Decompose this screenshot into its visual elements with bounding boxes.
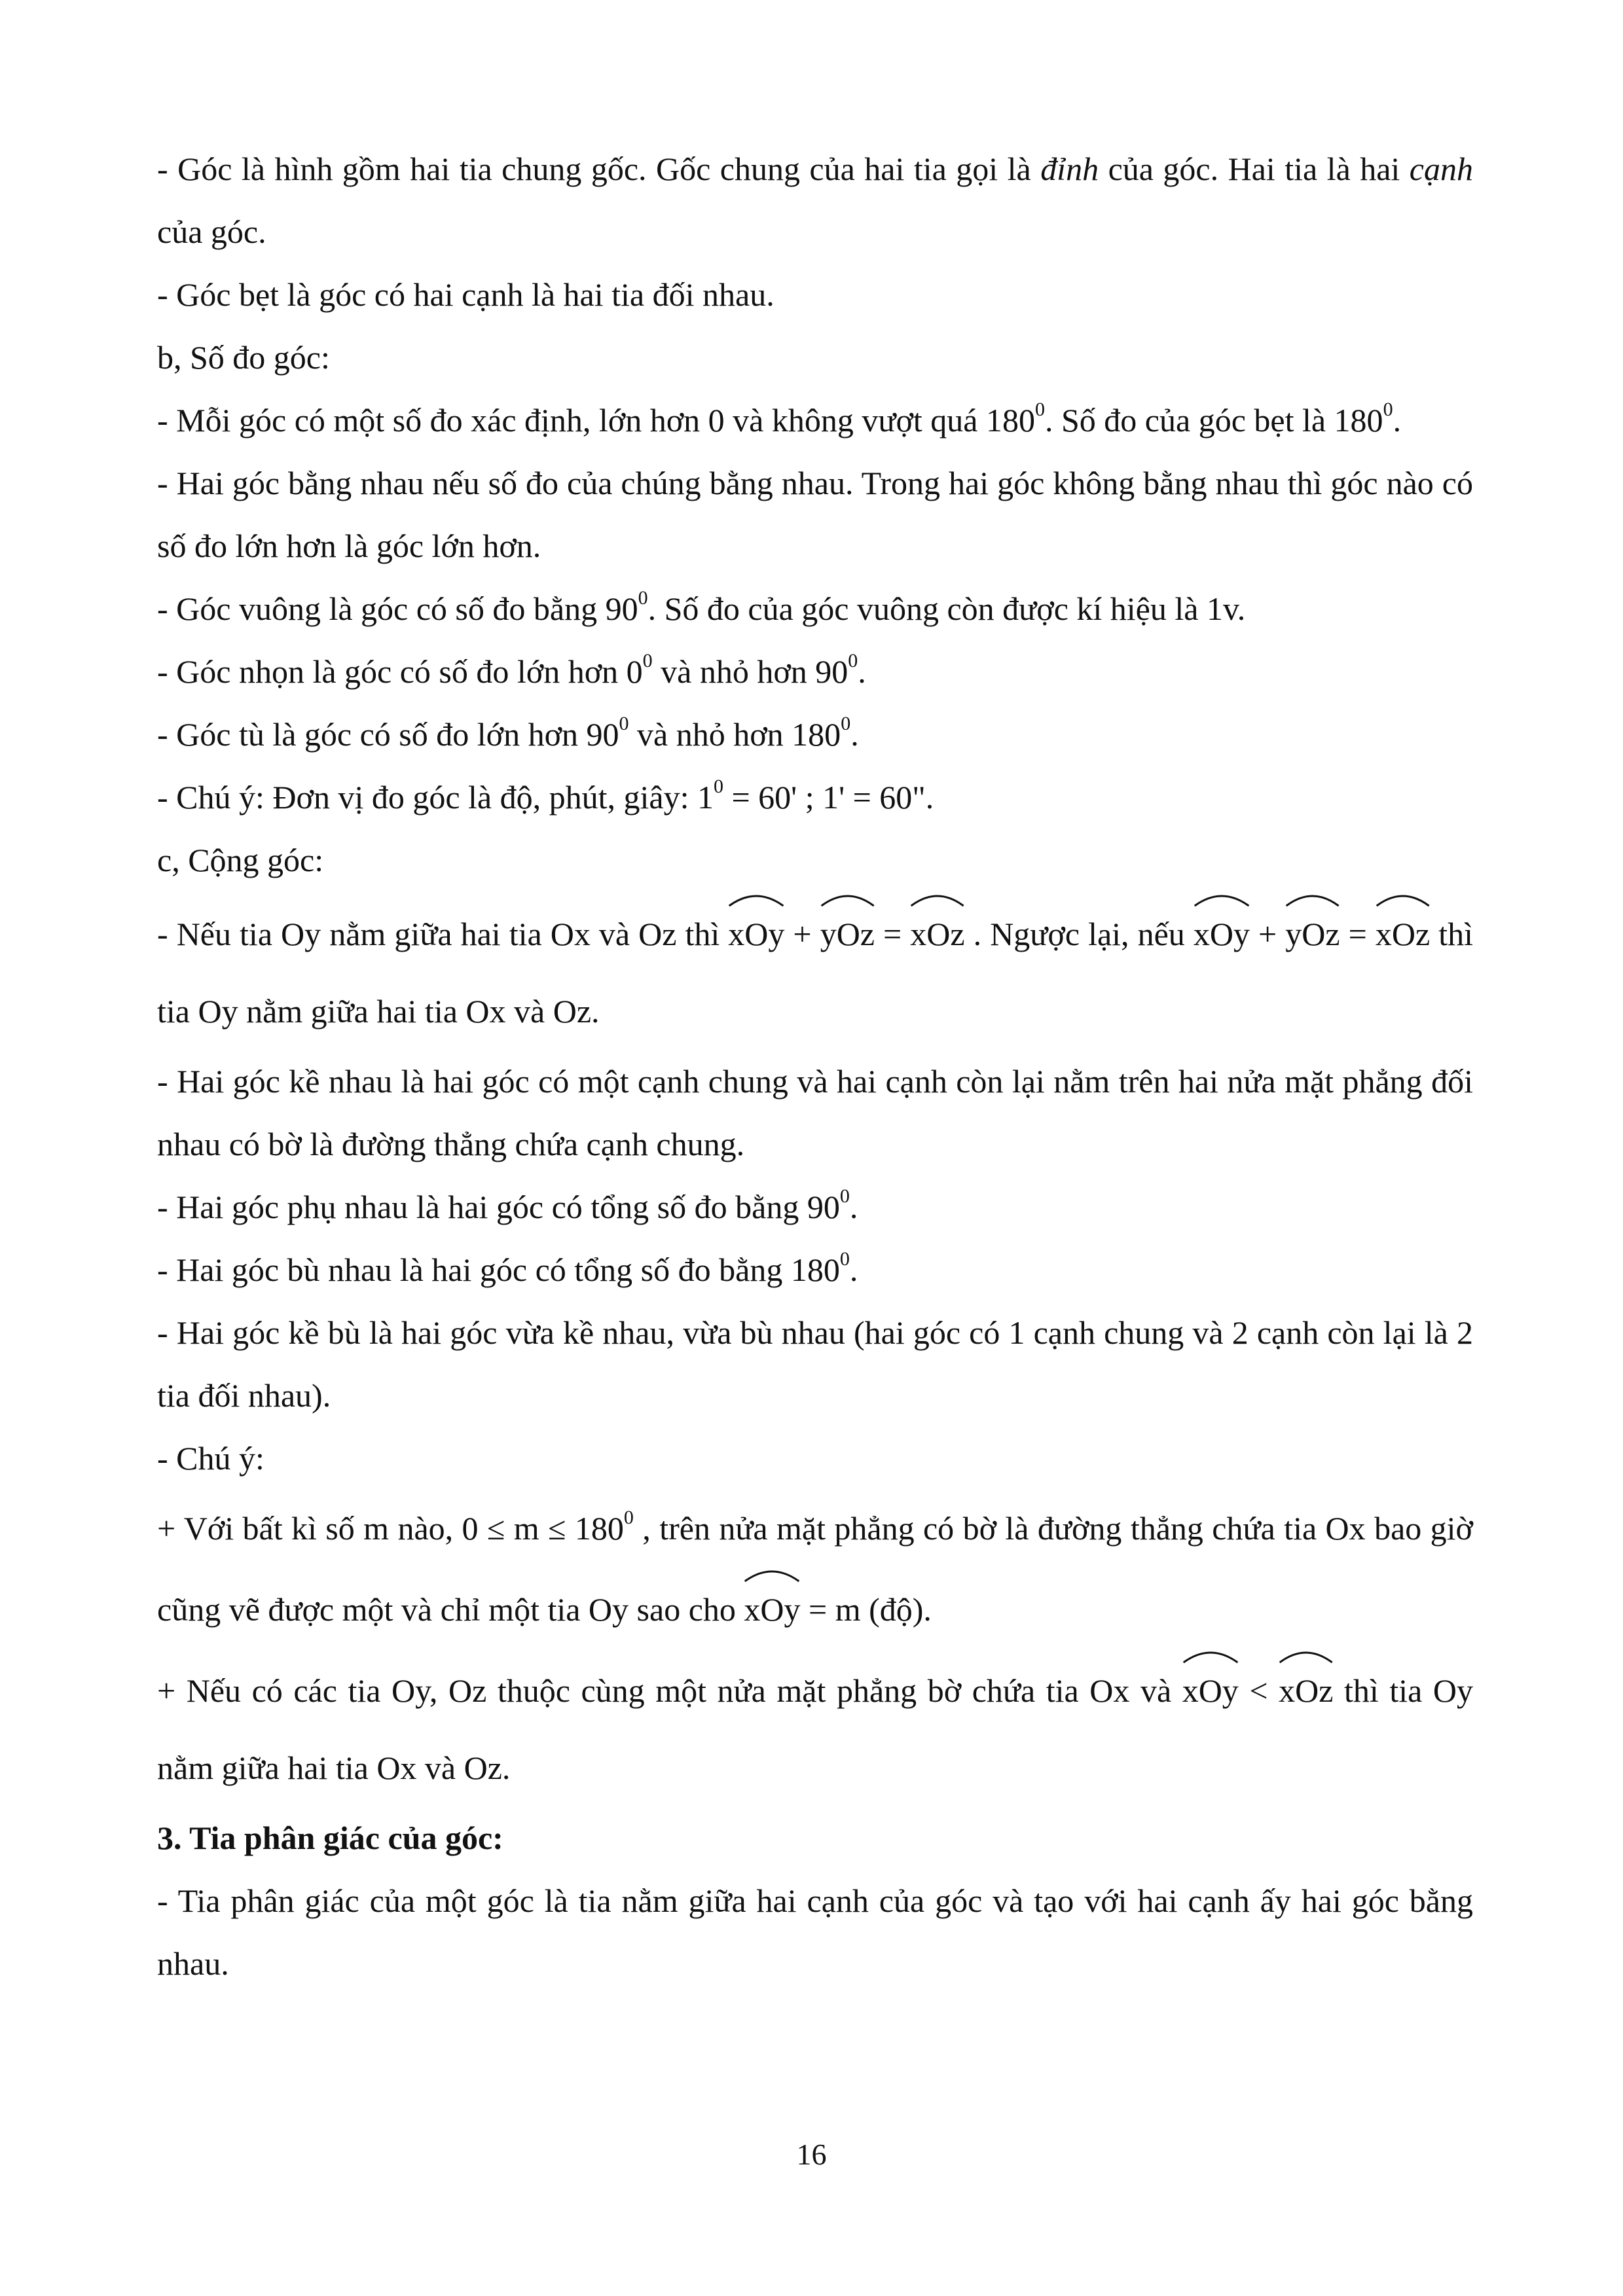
subheading-angle-addition: c, Cộng góc: — [157, 842, 324, 878]
text: - Góc là hình gồm hai tia chung gốc. Gốc chung của hai tia gọi là — [157, 151, 1041, 187]
text: của góc. — [157, 213, 266, 250]
angle-compare-formula — [1182, 1672, 1334, 1709]
angle-label: xOz — [1279, 1672, 1334, 1709]
degree-superscript: 0 — [839, 1185, 850, 1208]
paragraph-supplementary-angles — [157, 1238, 1473, 1301]
paragraph-right-angle — [157, 577, 1473, 640]
hat-icon — [820, 890, 875, 907]
text: = 60' ; 1' = 60". — [723, 779, 934, 816]
angle-label: xOz — [910, 916, 965, 952]
text: . Số đo của góc bẹt là 180 — [1045, 402, 1383, 439]
hat-icon — [1285, 890, 1340, 907]
text: của góc. Hai tia là hai — [1099, 151, 1410, 187]
paragraph-angle-measure — [157, 389, 1473, 452]
section-heading-bisector — [157, 1806, 1473, 1869]
equals-m: = m — [800, 1591, 861, 1628]
less-than-sign: < — [1238, 1672, 1279, 1709]
degree-superscript: 0 — [638, 587, 648, 609]
degree-superscript: 0 — [848, 650, 858, 672]
paragraph-complementary-angles — [157, 1175, 1473, 1238]
hat-icon — [728, 890, 784, 907]
degree-superscript: 0 — [841, 713, 851, 735]
paragraph-angle-definition — [157, 137, 1473, 263]
hat-icon — [910, 890, 964, 907]
text: - Nếu tia Oy nằm giữa hai tia Ox và Oz thì — [157, 916, 729, 952]
hat-icon — [1279, 1647, 1333, 1664]
paragraph-note-ray-between — [157, 1648, 1473, 1806]
text: . — [849, 1251, 858, 1288]
angle-label: yOz — [1285, 916, 1340, 952]
text: . — [850, 716, 859, 753]
angle-sum-formula — [728, 916, 964, 952]
angle-equals-m-formula — [744, 1591, 860, 1628]
equals-sign: = — [1340, 916, 1376, 952]
range-formula — [462, 1507, 634, 1547]
paragraph-angle-addition — [157, 891, 1473, 1050]
plus-sign: + — [1249, 916, 1286, 952]
angle-xOy — [1182, 1648, 1239, 1729]
plus-sign: + — [784, 916, 820, 952]
text: . Số đo của góc vuông còn được kí hiệu là 1v. — [647, 590, 1246, 627]
degree-superscript: 0 — [623, 1507, 634, 1529]
page-number: 16 — [796, 2138, 827, 2171]
hat-icon — [1194, 890, 1250, 907]
document-body — [157, 137, 1473, 1995]
paragraph-obtuse-angle — [157, 703, 1473, 766]
text: + Nếu có các tia Oy, Oz thuộc cùng một nửa mặt phẳng bờ chứa tia Ox và — [157, 1672, 1182, 1709]
text: - Góc nhọn là góc có số đo lớn hơn 0 — [157, 653, 643, 690]
paragraph-linear-pair: - Hai góc kề bù là hai góc vừa kề nhau, vừa bù nhau (hai góc có 1 cạnh chung và 2 cạnh còn lại là 2 tia đối nhau). — [157, 1314, 1473, 1414]
text: - Góc tù là góc có số đo lớn hơn 90 — [157, 716, 619, 753]
subheading-angle-measure: b, Số đo góc: — [157, 339, 330, 376]
angle-xOy — [728, 891, 784, 973]
paragraph-bisector-definition: - Tia phân giác của một góc là tia nằm giữa hai cạnh của góc và tạo với hai cạnh ấy hai góc bằng nhau. — [157, 1882, 1473, 1982]
text: thì tia Oy nằm giữa hai tia Ox và Oz. — [157, 916, 1473, 1030]
paragraph-angle-units — [157, 766, 1473, 829]
angle-label: xOy — [744, 1591, 801, 1628]
angle-label: xOz — [1375, 916, 1431, 952]
hat-icon — [1182, 1647, 1239, 1664]
text: . — [1393, 402, 1402, 439]
angle-yOz — [1285, 891, 1340, 973]
paragraph-adjacent-angles: - Hai góc kề nhau là hai góc có một cạnh chung và hai cạnh còn lại nằm trên hai nửa mặt phẳng đối nhau có bờ là đường thẳng chứa cạnh chung. — [157, 1063, 1473, 1162]
hat-icon — [744, 1566, 800, 1583]
angle-xOz — [1279, 1648, 1333, 1729]
degree-superscript: 0 — [642, 650, 653, 672]
degree-superscript: 0 — [839, 1248, 850, 1270]
text: - Góc vuông là góc có số đo bằng 90 — [157, 590, 638, 627]
angle-yOz — [820, 891, 875, 973]
paragraph-acute-angle — [157, 640, 1473, 703]
angle-xOy — [744, 1567, 800, 1648]
degree-superscript: 0 — [619, 713, 629, 735]
angle-label: yOz — [820, 916, 875, 952]
degree-superscript: 0 — [1035, 399, 1045, 421]
text: , trên nửa mặt phẳng có bờ là đường thẳng chứa tia Ox bao giờ cũng vẽ được một và chỉ một tia Oy sao cho — [157, 1510, 1473, 1628]
hat-icon — [1376, 890, 1430, 907]
paragraph-straight-angle: - Góc bẹt là góc có hai cạnh là hai tia đối nhau. — [157, 276, 775, 313]
subheading-note: - Chú ý: — [157, 1440, 264, 1477]
italic-term-side: cạnh — [1409, 151, 1473, 187]
text: và nhỏ hơn 90 — [652, 653, 848, 690]
text: - Hai góc bù nhau là hai góc có tổng số đo bằng 180 — [157, 1251, 840, 1288]
angle-xOz — [1376, 891, 1430, 973]
angle-xOz — [910, 891, 964, 973]
text: . Ngược lại, nếu — [964, 916, 1194, 952]
angle-sum-formula — [1194, 916, 1430, 952]
angle-label: xOy — [1193, 916, 1250, 952]
paragraph-note-unique-ray — [157, 1490, 1473, 1648]
text: và nhỏ hơn 180 — [629, 716, 841, 753]
angle-label: xOy — [728, 916, 785, 952]
text: - Mỗi góc có một số đo xác định, lớn hơn 0 và không vượt quá 180 — [157, 402, 1035, 439]
text: - Hai góc phụ nhau là hai góc có tổng số đo bằng 90 — [157, 1189, 840, 1225]
degree-superscript: 0 — [713, 776, 723, 798]
degree-superscript: 0 — [1383, 399, 1393, 421]
angle-label: xOy — [1182, 1672, 1239, 1709]
equals-sign: = — [875, 916, 911, 952]
text: - Chú ý: Đơn vị đo góc là độ, phút, giây: 1 — [157, 779, 714, 816]
text: (độ). — [860, 1591, 932, 1628]
range-text: 0 ≤ m ≤ 180 — [462, 1510, 624, 1547]
text: thì tia Oy nằm giữa hai tia Ox và Oz. — [157, 1672, 1473, 1786]
text: . — [849, 1189, 858, 1225]
italic-term-vertex: đỉnh — [1040, 151, 1099, 187]
text: + Với bất kì số m nào, — [157, 1510, 462, 1547]
text: . — [858, 653, 866, 690]
paragraph-equal-angles: - Hai góc bằng nhau nếu số đo của chúng bằng nhau. Trong hai góc không bằng nhau thì góc nào có số đo lớn hơn là góc lớn hơn. — [157, 465, 1473, 564]
angle-xOy — [1194, 891, 1250, 973]
heading-text: 3. Tia phân giác của góc: — [157, 1820, 503, 1856]
